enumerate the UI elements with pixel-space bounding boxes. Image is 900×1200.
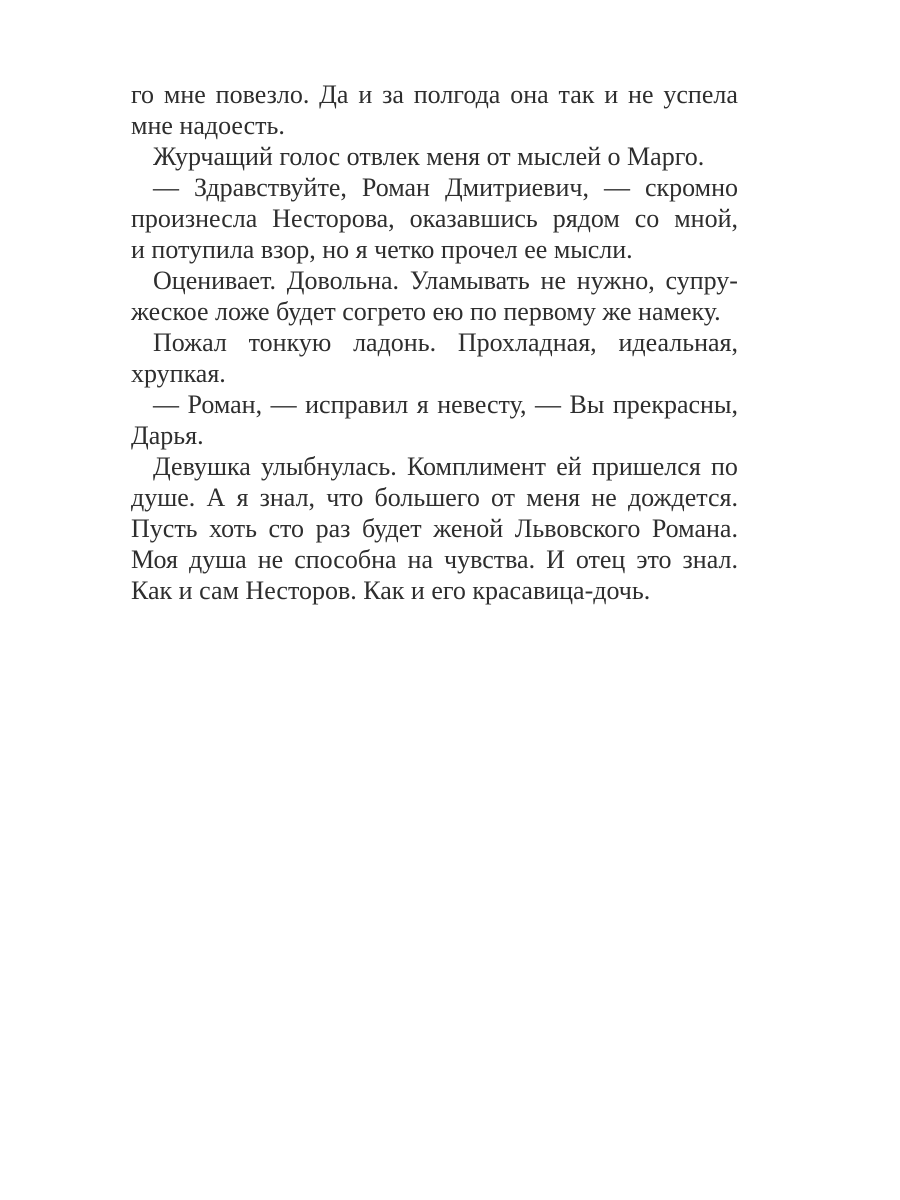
text-line [131,482,738,513]
word: произнесла [131,204,258,233]
paragraph [131,265,738,327]
word: — [603,173,630,202]
word: оказавшись [409,204,538,233]
word: — [535,390,562,419]
text-line [131,451,738,482]
text-line [131,389,738,420]
word: со [634,204,660,233]
text-line [131,172,738,203]
word: знал, [259,483,316,512]
text-line: мне надоесть. [131,111,285,140]
word: раз [315,514,351,543]
word: мной, [674,204,738,233]
word: это [636,545,672,574]
word: не [591,483,617,512]
paragraph [131,79,738,141]
word: рядом [552,204,620,233]
word: хоть [209,514,257,543]
word: невесту, [437,390,527,419]
word: идеальная, [618,328,738,357]
text-line: и потупила взор, но я четко прочел ее мысли. [131,235,633,264]
text-line: Журчащий голос отвлек меня от мыслей о Марго. [153,142,705,171]
paragraph [131,172,738,265]
text-line: хрупкая. [131,359,226,388]
word: что [326,483,364,512]
word: Оценивает. [153,266,276,295]
word: Здравствуйте, [194,173,347,202]
word: Уламывать [409,266,530,295]
word: женой [433,514,504,543]
word: Несторова, [272,204,395,233]
word: большего [374,483,480,512]
word: не [628,80,654,109]
word: Моя [131,545,178,574]
word: от [491,483,516,512]
text-line: Как и сам Несторов. Как и его красавица-дочь. [131,576,651,605]
word: Прохладная, [457,328,597,357]
word: Пожал [153,328,227,357]
word: Да [319,80,349,109]
word: прекрасны, [612,390,738,419]
word: душе. [131,483,196,512]
word: — [153,390,179,419]
word: супру- [665,266,738,295]
word: мне [163,80,206,109]
word: будет [361,514,422,543]
word: Пусть [131,514,198,543]
word: душа [188,545,247,574]
text-line [131,203,738,234]
word: Романа. [651,514,738,543]
word: Вы [569,390,605,419]
word: Роман [361,173,430,202]
word: и [604,80,619,109]
word: Дмитриевич, [444,173,589,202]
word: успела [663,80,738,109]
word: на [407,545,433,574]
word: дождется. [627,483,738,512]
word: повезло. [215,80,310,109]
word: пришелся [591,452,701,481]
word: я [416,390,429,419]
word: и [358,80,373,109]
word: так [558,80,595,109]
word: ладонь. [353,328,437,357]
word: И [546,545,565,574]
word: за [382,80,404,109]
paragraph [131,389,738,451]
text-line: Дарья. [131,421,204,450]
word: — [270,390,297,419]
word: чувства. [444,545,536,574]
word: скромно [644,173,738,202]
text-line [131,513,738,544]
word: Девушка [153,452,251,481]
text-line [131,544,738,575]
word: не [257,545,284,574]
word: я [236,483,249,512]
word: отец [575,545,626,574]
word: го [131,80,155,109]
word: не [540,266,567,295]
word: она [510,80,549,109]
word: нужно, [576,266,655,295]
paragraph [131,327,738,389]
paragraph [131,451,738,606]
word: тонкую [248,328,332,357]
text-line: жеское ложе будет согрето ею по первому же намеку. [131,297,721,326]
body-text [131,79,738,606]
word: сто [268,514,305,543]
word: Роман, [187,390,263,419]
word: знал. [682,545,738,574]
text-line [131,327,738,358]
word: способна [294,545,397,574]
paragraph [131,141,738,172]
word: полгода [413,80,501,109]
word: по [711,452,738,481]
word: Львовского [514,514,641,543]
word: — [153,173,179,202]
word: улыбнулась. [261,452,397,481]
word: Довольна. [286,266,400,295]
word: А [206,483,226,512]
word: меня [526,483,581,512]
word: Комплимент [406,452,547,481]
word: исправил [305,390,409,419]
text-line [131,79,738,110]
text-line [131,265,738,296]
word: ей [556,452,582,481]
